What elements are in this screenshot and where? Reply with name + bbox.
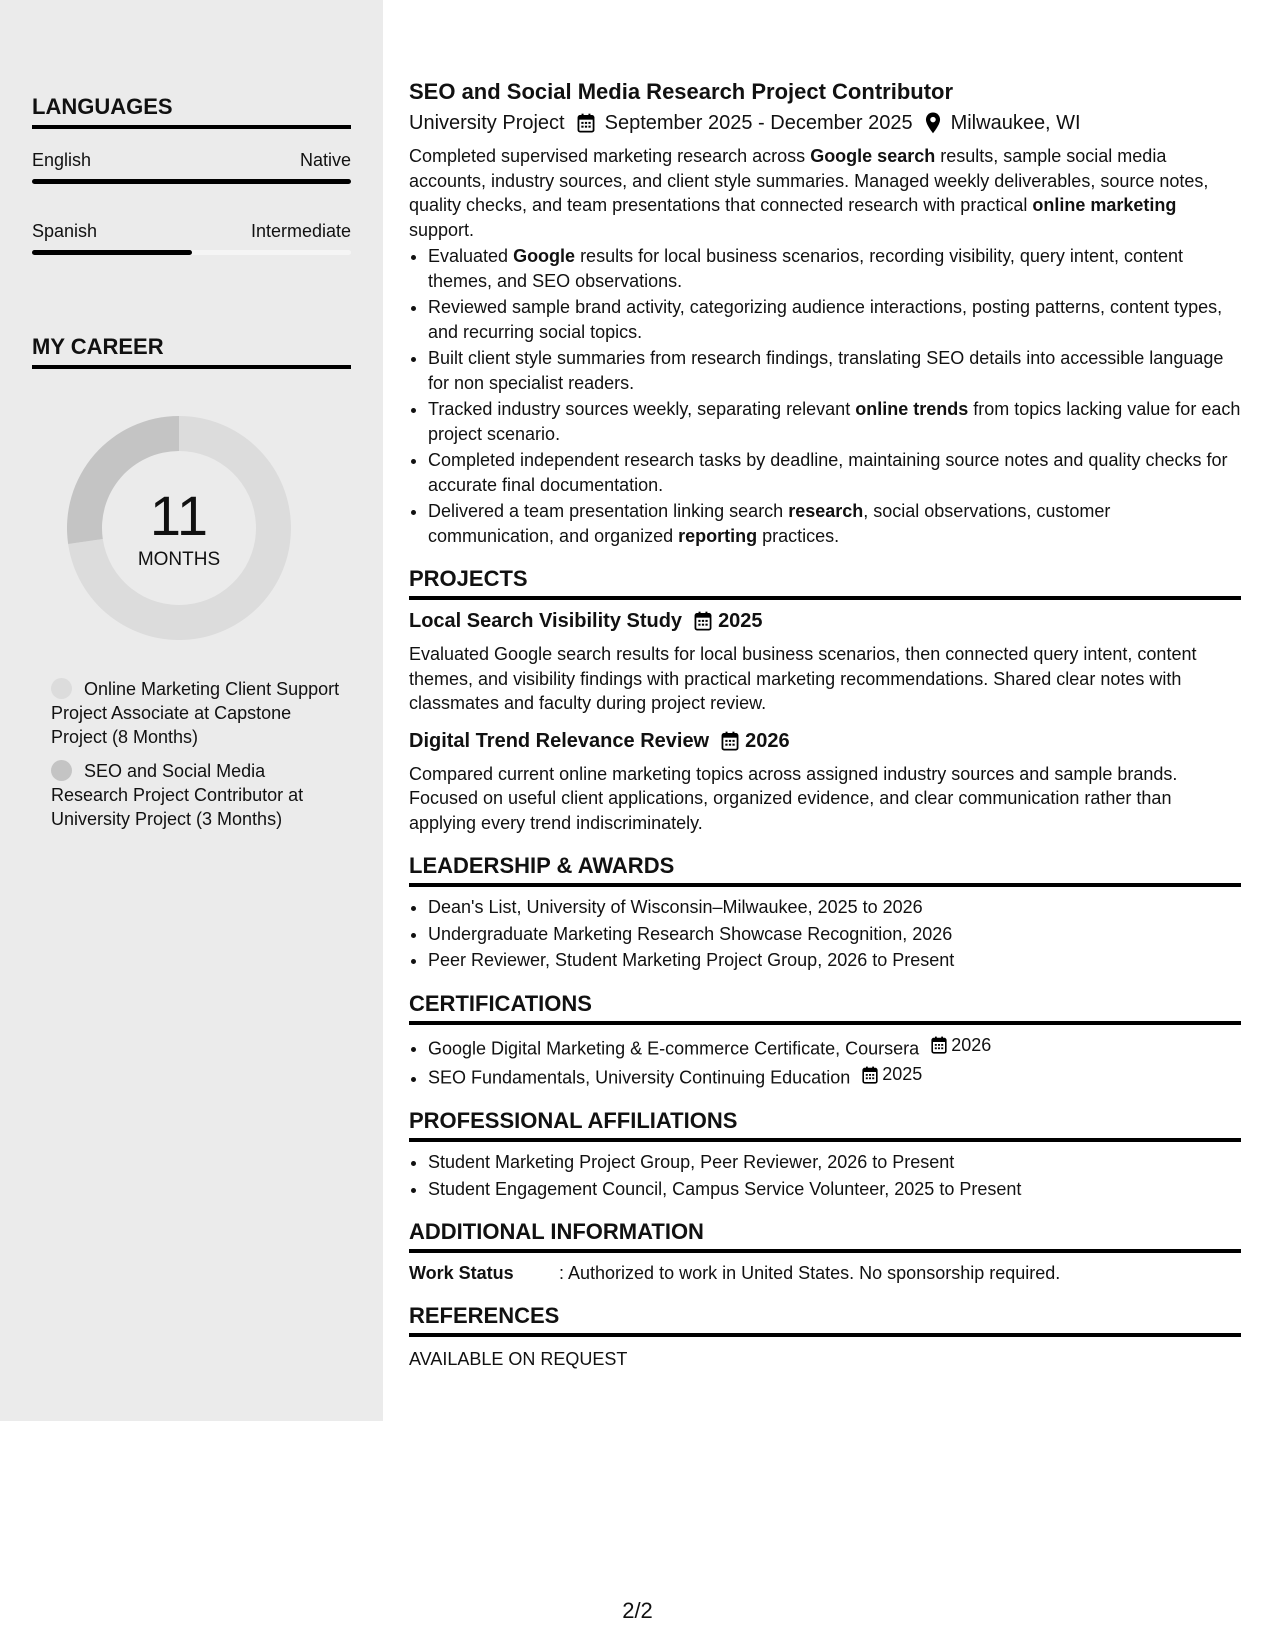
- text-run: Delivered a team presentation linking search: [428, 501, 789, 521]
- certification-item: [428, 1033, 1241, 1061]
- sidebar: [0, 0, 383, 1421]
- text-run: Evaluated: [428, 246, 514, 266]
- text-run: from topics lacking value for each project scenario.: [428, 399, 1241, 444]
- languages-list: [32, 149, 351, 255]
- work-status-row: [409, 1261, 1241, 1285]
- certification-name: Google Digital Marketing & E-commerce Certificate, Coursera: [428, 1037, 920, 1058]
- career-legend-item: [51, 677, 341, 749]
- calendar-icon: [931, 1036, 951, 1054]
- project-year: 2026: [745, 729, 790, 752]
- experience-location: Milwaukee, WI: [950, 112, 1081, 134]
- language-name: English: [32, 150, 92, 170]
- leadership-item: • Dean's List, University of Wisconsin–Milwaukee, 2025 to 2026: [428, 895, 1241, 920]
- language-row: [32, 149, 351, 171]
- language-proficiency-fill: [32, 179, 351, 184]
- project-title: Digital Trend Relevance Review: [409, 729, 710, 752]
- projects-heading: PROJECTS: [409, 566, 1241, 600]
- text-run: Built client style summaries from research findings, translating SEO details into accessible language for non specialist readers.: [428, 348, 1224, 393]
- calendar-icon: [721, 731, 739, 751]
- affiliations-heading: PROFESSIONAL AFFILIATIONS: [409, 1108, 1241, 1142]
- text-run: practices.: [757, 525, 840, 546]
- experience-title: SEO and Social Media Research Project Contributor: [409, 79, 954, 104]
- text-run: Tracked industry sources weekly, separating relevant: [428, 399, 856, 419]
- project-year: 2025: [718, 610, 763, 632]
- career-legend-item: [51, 759, 341, 831]
- text-run: results for local business scenarios, recording visibility, query intent, content themes, and SEO observations.: [428, 246, 1184, 291]
- leadership-item: • Undergraduate Marketing Research Showcase Recognition, 2026: [428, 922, 1241, 947]
- affiliations-list: [409, 1150, 1241, 1201]
- project-item: [409, 608, 1241, 716]
- references-heading: REFERENCES: [409, 1303, 1241, 1337]
- language-row: [32, 220, 351, 242]
- language-level: Native: [299, 150, 351, 170]
- language-proficiency-bar: [32, 250, 351, 255]
- certification-date: [931, 1033, 991, 1058]
- project-title-row: [409, 608, 1241, 634]
- calendar-icon: [862, 1066, 882, 1084]
- certification-item: [428, 1062, 1241, 1090]
- additional-info-heading: ADDITIONAL INFORMATION: [409, 1219, 1241, 1253]
- text-run: Completed independent research tasks by deadline, maintaining source notes and quality checks for accurate final documentation.: [428, 450, 1228, 495]
- certifications-heading: CERTIFICATIONS: [409, 991, 1241, 1025]
- text-run: Completed supervised marketing research across: [409, 146, 811, 166]
- text-run: support.: [409, 219, 475, 240]
- certifications-list: [409, 1033, 1241, 1091]
- leadership-list: [409, 895, 1241, 973]
- work-status-value: : Authorized to work in United States. No sponsorship required.: [559, 1263, 1061, 1283]
- experience-bullet: [428, 346, 1241, 395]
- career-months-unit: MONTHS: [137, 549, 221, 570]
- career-legend: [51, 677, 341, 841]
- experience-bullet: [428, 397, 1241, 446]
- certification-year: 2026: [951, 1034, 992, 1055]
- bold-text: research: [788, 501, 864, 521]
- language-item: [32, 220, 351, 255]
- certification-name: SEO Fundamentals, University Continuing Education: [428, 1067, 851, 1088]
- experience-bullet: [428, 499, 1241, 548]
- legend-dot-icon: [51, 678, 72, 699]
- career-legend-label: SEO and Social Media Research Project Contributor at University Project (3 Months): [51, 761, 304, 829]
- experience-bullet: [428, 295, 1241, 344]
- language-name: Spanish: [32, 221, 98, 241]
- language-level: Intermediate: [250, 221, 351, 241]
- bold-text: Google search: [810, 146, 936, 166]
- certification-year: 2025: [882, 1064, 923, 1085]
- text-run: , social observations, customer communication, and organized: [428, 501, 1111, 546]
- bold-text: online marketing: [1032, 195, 1177, 215]
- languages-section: [32, 94, 351, 255]
- project-title: Local Search Visibility Study: [409, 610, 683, 632]
- project-item: [409, 728, 1241, 836]
- experience-meta: [409, 110, 1241, 136]
- career-total-months: 11: [149, 484, 209, 547]
- text-run: results, sample social media accounts, industry sources, and client style summaries. Managed weekly deliverables, source notes, quality checks, and team presentations that connected research with practical: [409, 146, 1209, 215]
- career-donut-chart: [67, 416, 291, 640]
- experience-organization: University Project: [409, 112, 565, 134]
- experience-dates: September 2025 - December 2025: [604, 112, 913, 134]
- experience-bullets: [409, 244, 1241, 548]
- experience-bullet: [428, 448, 1241, 497]
- calendar-icon: [694, 611, 712, 631]
- language-proficiency-bar: [32, 179, 351, 184]
- leadership-heading: LEADERSHIP & AWARDS: [409, 853, 1241, 887]
- language-item: [32, 149, 351, 184]
- legend-dot-icon: [51, 760, 72, 781]
- career-legend-label: Online Marketing Client Support Project Associate at Capstone Project (8 Months): [51, 679, 340, 747]
- project-description: Compared current online marketing topics across assigned industry sources and sample brands. Focused on useful client applications, organized evidence, and clear communication rather than applying every trend indiscriminately.: [409, 763, 1178, 833]
- work-status-label: Work Status: [409, 1263, 514, 1283]
- experience-summary: [409, 144, 1241, 242]
- project-title-row: [409, 728, 1241, 754]
- affiliation-item: • Student Engagement Council, Campus Service Volunteer, 2025 to Present: [428, 1177, 1241, 1202]
- bold-text: Google: [513, 246, 576, 266]
- text-run: Reviewed sample brand activity, categorizing audience interactions, posting patterns, content types, and recurring social topics.: [428, 297, 1223, 342]
- page-number: 2/2: [622, 1598, 653, 1623]
- references-text: AVAILABLE ON REQUEST: [409, 1349, 628, 1369]
- location-pin-icon: [925, 112, 941, 134]
- language-proficiency-fill: [32, 250, 192, 255]
- calendar-icon: [577, 113, 595, 133]
- main-content: [409, 78, 1241, 1372]
- career-heading: MY CAREER: [32, 334, 351, 369]
- project-description: Evaluated Google search results for local business scenarios, then connected query intent, content themes, and visibility findings with practical marketing recommendations. Shared clear notes with classmates and faculty during project review.: [409, 644, 1197, 713]
- languages-heading: LANGUAGES: [32, 94, 351, 129]
- projects-list: [409, 608, 1241, 835]
- bold-text: online trends: [855, 399, 969, 419]
- certification-date: [862, 1062, 922, 1087]
- affiliation-item: • Student Marketing Project Group, Peer Reviewer, 2026 to Present: [428, 1150, 1241, 1175]
- career-section: [32, 334, 351, 369]
- experience-entry: [409, 78, 1241, 548]
- experience-bullet: [428, 244, 1241, 293]
- leadership-item: • Peer Reviewer, Student Marketing Project Group, 2026 to Present: [428, 948, 1241, 973]
- bold-text: reporting: [678, 525, 758, 546]
